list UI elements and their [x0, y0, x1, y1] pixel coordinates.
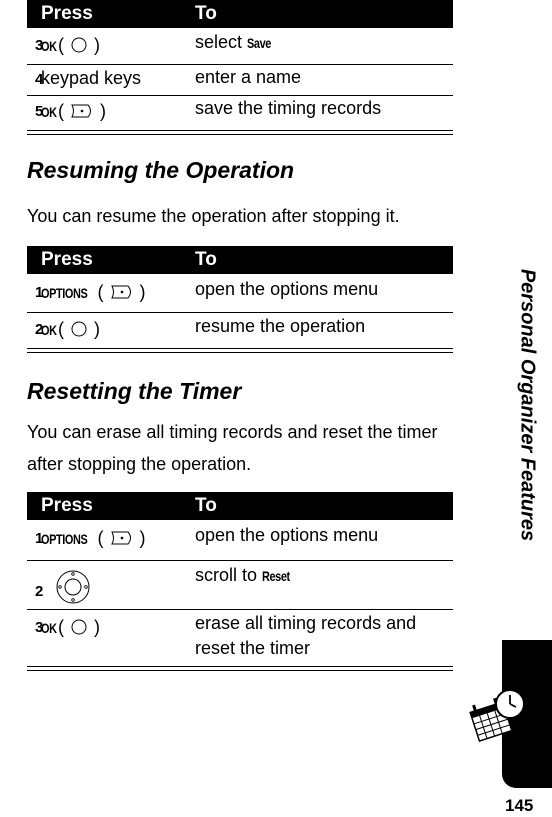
to-cell: [195, 563, 453, 589]
press-cell: keypad keys: [41, 68, 142, 88]
to-cell: [195, 30, 453, 56]
table-header: [27, 492, 453, 520]
chapter-side-title: Personal Organizer Features: [516, 268, 539, 542]
key-label: OK: [41, 322, 57, 338]
to-cell: enter a name: [195, 67, 302, 87]
step-number: 2: [35, 583, 44, 600]
key-label: Reset: [262, 568, 290, 584]
header-press: Press: [41, 495, 93, 516]
section-heading: Resetting the Timer: [27, 378, 242, 404]
header-to: To: [195, 495, 217, 516]
key-label: Save: [247, 35, 271, 51]
table-bottom-rule: [27, 130, 453, 135]
center-softkey-icon: [69, 617, 89, 637]
table-row: [27, 65, 453, 96]
step-number: 1: [35, 284, 44, 301]
center-softkey-icon: [69, 319, 89, 339]
to-text: select: [195, 32, 248, 52]
to-text: scroll to: [195, 565, 263, 585]
center-softkey-icon: [69, 35, 89, 55]
header-to: To: [195, 3, 217, 24]
step-number: 1: [35, 530, 44, 547]
step-number: 2: [35, 321, 44, 338]
key-label: OPTIONS: [41, 531, 88, 547]
key-label: OPTIONS: [41, 285, 88, 301]
navigation-key-icon: [55, 569, 91, 605]
table-row: [27, 610, 453, 666]
header-press: Press: [41, 3, 93, 24]
table-row: [27, 313, 453, 347]
table-row: [27, 520, 453, 561]
table-bottom-rule: [27, 348, 453, 353]
step-number: 5: [35, 103, 44, 120]
table-header: [27, 0, 453, 28]
press-cell: OK ( ): [41, 35, 100, 55]
table-resume: [27, 246, 453, 358]
section-heading: Resuming the Operation: [27, 157, 295, 183]
key-label: OK: [41, 38, 57, 54]
right-softkey-icon: [109, 282, 135, 302]
header-to: To: [195, 249, 217, 270]
to-cell: save the timing records: [195, 98, 382, 118]
to-cell: erase all timing records and reset the timer: [195, 613, 417, 658]
header-press: Press: [41, 249, 93, 270]
press-cell: OK ( ): [41, 319, 100, 339]
table-reset: [27, 492, 453, 672]
table-row: [27, 28, 453, 65]
key-label: OK: [41, 104, 57, 120]
step-number: 4: [35, 71, 44, 88]
page-number: 145: [505, 796, 534, 815]
section-body: You can resume the operation after stopping it.: [27, 206, 400, 226]
press-cell: OK ( ): [41, 617, 100, 637]
table-header: [27, 246, 453, 274]
press-cell: OPTIONS ( ): [41, 282, 146, 302]
table-bottom-rule: [27, 666, 453, 671]
to-cell: open the options menu: [195, 279, 379, 299]
step-number: 3: [35, 37, 44, 54]
table-row: [27, 274, 453, 313]
section-body: You can erase all timing records and reset the timer after stopping the operation.: [27, 422, 438, 474]
table-save-records: [27, 0, 453, 136]
table-row: [27, 96, 453, 130]
to-cell: resume the operation: [195, 316, 366, 336]
right-softkey-icon: [69, 101, 95, 121]
press-cell: OPTIONS ( ): [41, 528, 146, 548]
press-cell: OK ( ): [41, 101, 106, 121]
table-row: [27, 561, 453, 610]
stopwatch-calendar-icon: [462, 678, 534, 750]
right-softkey-icon: [109, 528, 135, 548]
to-cell: open the options menu: [195, 525, 379, 545]
step-number: 3: [35, 619, 44, 636]
key-label: OK: [41, 620, 57, 636]
